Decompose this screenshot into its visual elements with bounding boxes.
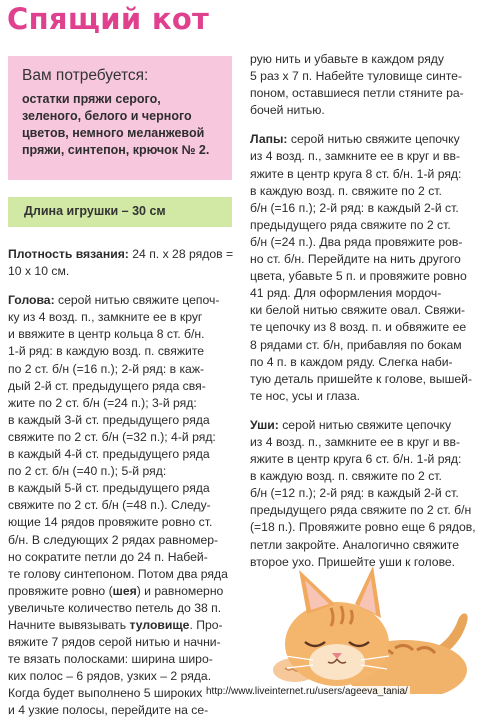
text-line [8,246,234,263]
text-segment: петли закройте. Аналогично свяжите [250,537,460,552]
materials-heading: Вам потребуется: [22,67,149,84]
text-segment: в каждый 3-й ст. предыдущего ряда [8,412,210,427]
text-line [8,361,234,378]
materials-box [8,56,232,180]
text-segment: рую нить и убавьте в каждом ряду [250,52,444,66]
section-heading: туловище [129,617,190,632]
text-line [250,468,478,485]
text-segment: б/н (=12 п.); 2-й ряд: в каждый 2-й ст. [250,486,459,501]
text-segment: те голову синтепоном. Потом два ряда [8,566,228,581]
text-segment: Когда будет выполнено 5 широких [8,686,203,701]
text-segment: те цепочку из 8 возд. п. и обвяжите ее [250,320,467,335]
paragraph-gap [250,119,478,131]
text-segment: ку из 4 возд. п., замкните ее в круг [8,310,203,325]
text-line [250,102,478,119]
toy-size-box [8,197,232,227]
text-segment: дый 2-й ст. предыдущего ряда свя- [8,378,206,393]
text-line [250,68,478,85]
text-segment: б/н (=16 п.); 2-й ряд: в каждый 2-й ст. [250,200,459,215]
text-line [250,485,478,502]
text-segment: из 4 возд. п., замкните ее в круг и вв- [250,434,461,449]
text-line [250,148,478,165]
text-segment: из 4 возд. п., замкните ее в круг и вв- [250,149,461,164]
section-heading: Лапы: [250,132,288,147]
text-segment: . Про- [189,617,223,632]
text-segment: свяжите по 2 ст. б/н (=48 п.). Следу- [8,498,211,513]
text-segment: второе ухо. Пришейте уши к голове. [250,554,456,569]
text-segment: 8 рядами ст. б/н, прибавляя по бокам [250,337,462,352]
materials-line: остатки пряжи серого, [22,92,161,106]
text-segment: 10 х 10 см. [8,264,70,279]
materials-line: зеленого, белого и черного [22,109,192,123]
text-line [250,319,478,336]
text-segment: серой нитью свяжите цепочку [278,417,452,432]
text-line [250,371,478,388]
text-line [8,549,234,566]
text-segment: в каждую возд. п. свяжите по 2 ст. [250,469,442,484]
text-line [250,434,478,451]
text-line [250,268,478,285]
text-line [250,502,478,519]
text-line [250,388,478,405]
text-line [250,200,478,217]
text-segment: вяжите 7 рядов серой нитью и начни- [8,635,221,650]
paragraph-gap [8,280,234,292]
text-line [8,668,234,685]
text-line [250,337,478,354]
text-segment: 5 раз х 7 п. Набейте туловище синте- [250,69,463,84]
text-line [8,378,234,395]
sleeping-kitten-illustration [255,552,473,694]
text-segment: 1-й ряд: в каждую возд. п. свяжите [8,344,205,359]
section-heading: Уши: [250,417,279,432]
text-line [8,617,234,634]
text-segment: по 4 п. в каждом ряду. Слегка наби- [250,354,453,369]
text-line [8,514,234,531]
text-line [8,702,234,719]
text-line [8,463,234,480]
text-segment: ющие 14 рядов провяжите ровно ст. [8,515,213,530]
toy-size-label: Длина игрушки – 30 см [24,204,166,218]
text-segment: по 2 ст. б/н (=16 п.); 2-й ряд: в каж- [8,361,205,376]
text-segment: цвета, убавьте 5 п. и провяжите ровно [250,269,467,284]
paragraph-gap [250,405,478,417]
section-heading: Плотность вязания: [8,247,129,261]
text-line [8,429,234,446]
text-line [250,251,478,268]
text-segment: те вязать полосками: ширина широ- [8,652,213,667]
text-segment: те нос, усы и глаза. [250,388,361,403]
text-segment: ких полос – 6 рядов, узких – 2 ряда. [8,669,212,684]
text-line [8,532,234,549]
text-line [8,600,234,617]
text-segment: увеличьте количество петель до 38 п. [8,600,222,615]
text-line [8,263,234,280]
text-segment: предыдущего ряда свяжите по 2 ст. б/н [250,503,472,518]
text-segment: б/н. В следующих 2 рядах равномер- [8,532,219,547]
text-segment: провяжите ровно ( [8,583,113,598]
text-segment: жите по 2 ст. б/н (=24 п.); 3-й ряд: [8,395,197,410]
section-heading: Голова: [8,293,55,308]
text-segment: в каждый 4-й ст. предыдущего ряда [8,447,210,462]
text-segment: но ст. б/н. Перейдите на нить другого [250,252,461,267]
text-line [8,583,234,600]
instructions-right-column [250,51,478,571]
text-line [8,446,234,463]
text-segment: яжите в центр круга 8 ст. б/н. 1-й ряд: [250,166,462,181]
text-line [250,234,478,251]
section-heading: шея [112,583,137,598]
materials-line: цветов, немного меланжевой [22,126,205,140]
text-segment: ки белой нитью свяжите овал. Свяжи- [250,303,466,318]
text-segment: б/н (=24 п.). Два ряда провяжите ров- [250,234,463,249]
text-segment: и 4 узкие полосы, перейдите на се- [8,703,209,718]
text-line [8,412,234,429]
materials-line: пряжи, синтепон, крючок № 2. [22,143,210,157]
text-line [250,51,478,68]
text-segment: в каждый 5-й ст. предыдущего ряда [8,481,210,496]
text-segment: бочей нитью. [250,103,325,118]
text-line [250,519,478,536]
text-segment: Начните вывязывать [8,617,130,632]
text-segment: но сократите петли до 24 п. Набей- [8,549,208,564]
text-line [8,395,234,412]
text-segment: яжите в центр круга 6 ст. б/н. 1-й ряд: [250,452,462,467]
text-segment: серой нитью свяжите цепоч- [54,293,220,308]
text-line [250,217,478,234]
text-line [250,354,478,371]
text-line [250,85,478,102]
text-line [8,497,234,514]
text-line [8,309,234,326]
text-line [8,326,234,343]
text-line [250,131,478,148]
text-line [8,566,234,583]
text-segment: 41 ряд. Для оформления мордоч- [250,286,442,301]
text-line [8,292,234,309]
text-segment: (=18 п.). Провяжите ровно еще 6 рядов, [250,520,476,535]
text-line [250,183,478,200]
materials-list [22,91,222,159]
text-line [8,651,234,668]
text-segment: в каждую возд. п. свяжите по 2 ст. [250,183,442,198]
text-segment: тую деталь пришейте к голове, вышей- [250,371,473,386]
text-segment: поном, оставшиеся петли стяните ра- [250,86,464,101]
text-line [250,285,478,302]
text-line [250,451,478,468]
text-line [8,480,234,497]
text-segment: по 2 ст. б/н (=40 п.); 5-й ряд: [8,464,167,479]
text-segment: свяжите по 2 ст. б/н (=32 п.); 4-й ряд: [8,429,216,444]
text-line [8,343,234,360]
text-segment: 24 п. х 28 рядов = [128,247,234,261]
text-line [8,634,234,651]
instructions-left-column [8,246,234,720]
source-watermark: http://www.liveinternet.ru/users/ageeva_tania/ [206,686,408,697]
text-segment: и ввяжите в центр кольца 8 ст. б/н. [8,327,205,342]
text-segment: ) и равномерно [136,583,224,598]
text-line [250,166,478,183]
page-title: Спящий кот [7,2,210,36]
text-segment: серой нитью свяжите цепочку [287,132,460,147]
text-line [250,302,478,319]
text-line [250,417,478,434]
text-segment: предыдущего ряда свяжите по 2 ст. [250,217,451,232]
